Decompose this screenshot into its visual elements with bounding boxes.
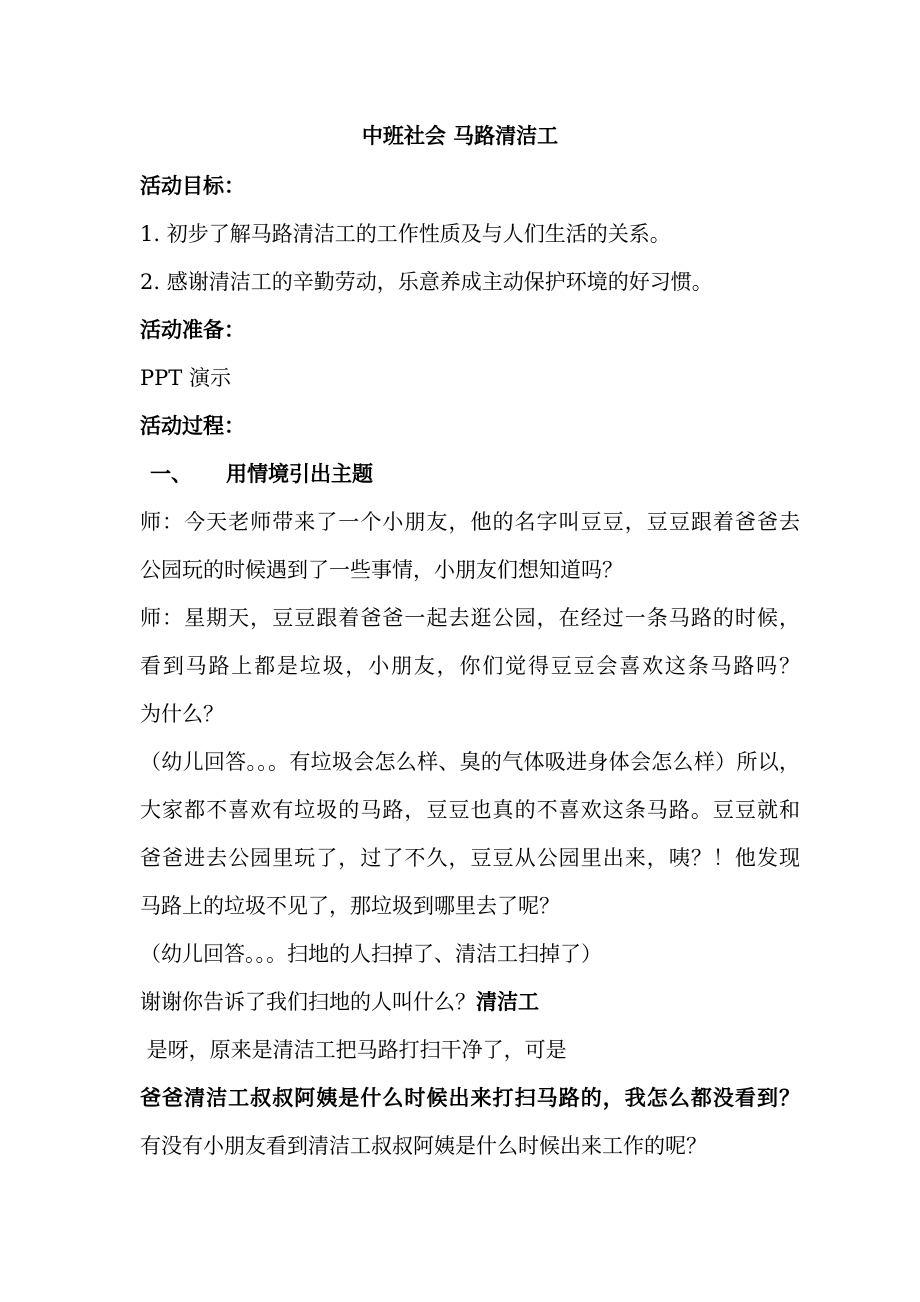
section-1-number: 一、 (150, 462, 192, 486)
paragraph-2-line-3: 为什么？ (140, 702, 224, 726)
prep-heading: 活动准备： (140, 318, 245, 342)
paragraph-5-bold: 清洁工 (476, 990, 539, 1014)
paragraph-8: 有没有小朋友看到清洁工叔叔阿姨是什么时候出来工作的呢？ (140, 1134, 707, 1158)
document-title: 中班社会 马路清洁工 (361, 124, 559, 148)
paragraph-5-text: 谢谢你告诉了我们扫地的人叫什么？ (140, 990, 476, 1014)
paragraph-7: 爸爸清洁工叔叔阿姨是什么时候出来打扫马路的，我怎么都没看到？ (140, 1086, 800, 1110)
paragraph-1-line-1: 师：今天老师带来了一个小朋友，他的名字叫豆豆，豆豆跟着爸爸去 (140, 510, 800, 534)
paragraph-3-line-3: 爸爸进去公园里玩了，过了不久，豆豆从公园里出来，咦？！他发现 (140, 846, 800, 870)
paragraph-3-line-2: 大家都不喜欢有垃圾的马路，豆豆也真的不喜欢这条马路。豆豆就和 (140, 798, 800, 822)
paragraph-4: （幼儿回答。。。扫地的人扫掉了、清洁工扫掉了） (140, 942, 602, 966)
paragraph-3-line-1: （幼儿回答。。。有垃圾会怎么样、臭的气体吸进身体会怎么样）所以， (140, 750, 800, 774)
paragraph-5 (140, 987, 800, 1017)
prep-text: PPT 演示 (140, 366, 231, 390)
paragraph-6: 是呀，原来是清洁工把马路打扫干净了，可是 (140, 1038, 567, 1062)
goal-item-2: 2. 感谢清洁工的辛勤劳动，乐意养成主动保护环境的好习惯。 (140, 270, 713, 294)
section-1-heading (150, 459, 800, 489)
goals-heading: 活动目标： (140, 174, 245, 198)
process-heading: 活动过程： (140, 414, 245, 438)
paragraph-2-line-2: 看到马路上都是垃圾，小朋友，你们觉得豆豆会喜欢这条马路吗？ (140, 654, 800, 678)
section-1-title: 用情境引出主题 (226, 462, 373, 486)
paragraph-3-line-4: 马路上的垃圾不见了，那垃圾到哪里去了呢？ (140, 894, 560, 918)
paragraph-2-line-1: 师：星期天，豆豆跟着爸爸一起去逛公园，在经过一条马路的时候， (140, 606, 800, 630)
paragraph-1-line-2: 公园玩的时候遇到了一些事情，小朋友们想知道吗？ (140, 558, 623, 582)
goal-item-1: 1. 初步了解马路清洁工的工作性质及与人们生活的关系。 (140, 222, 671, 246)
